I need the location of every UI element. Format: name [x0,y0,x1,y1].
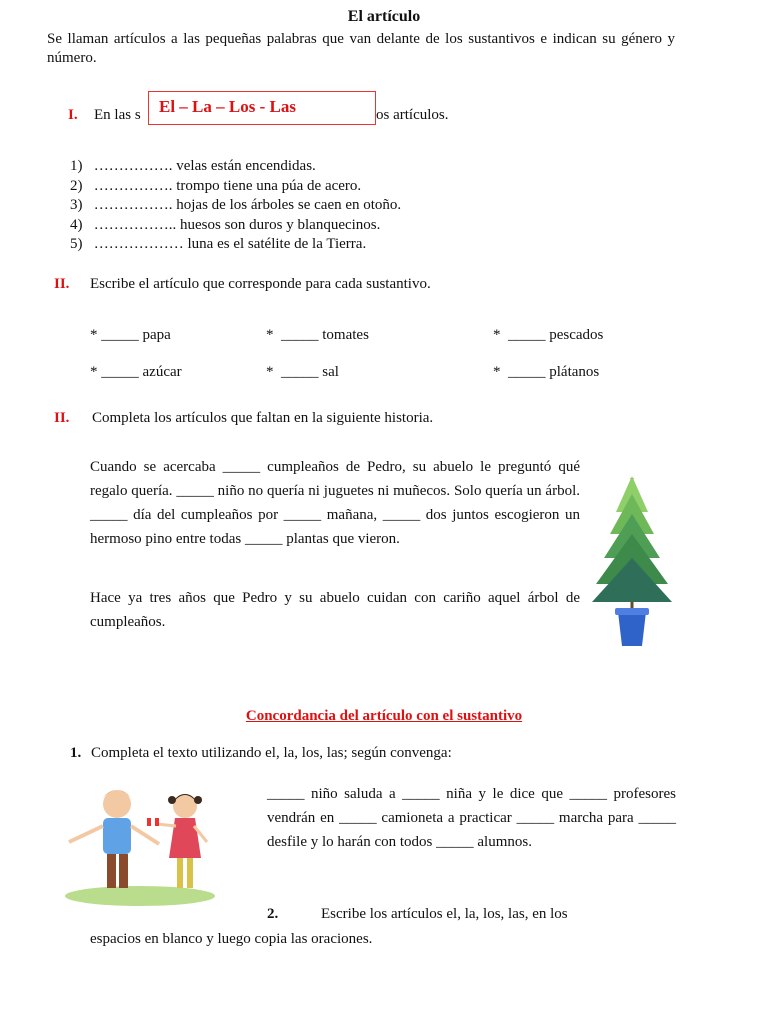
exercise-2-number: 2. [267,906,279,922]
section-3-numeral: II. [54,410,70,426]
story-paragraph-1: Cuando se acercaba _____ cumpleaños de Pedro, su abuelo le preguntó qué regalo quería. _____ niño no quería ni juguetes ni muñecos. Solo quería un árbol. _____ día del cumpleaños por _____ mañana, _____ dos juntos escogieron un hermoso pino entre todas _____ plantas que vieron. [90,459,580,547]
pine-tree-image [588,470,678,650]
section-1-numeral: I. [68,107,78,123]
exercise-1-instruction: Completa el texto utilizando el, la, los, las; según convenga: [91,745,452,761]
list-item: 1) ……………. velas están encendidas. [70,158,316,174]
exercise-1-paragraph: _____ niño saluda a _____ niña y le dice que _____ profesores vendrán en _____ camioneta a practicar _____ marcha para _____ desfile y lo harán con todos _____ alumnos. [267,786,676,850]
list-item: 5) ……………… luna es el satélite de la Tierra. [70,236,367,252]
list-item: 3) ……………. hojas de los árboles se caen en otoño. [70,197,402,213]
section-2-instruction: Escribe el artículo que corresponde para cada sustantivo. [90,276,431,292]
exercise-1-number: 1. [70,745,82,761]
exercise-2-instruction: Escribe los artículos el, la, los, las, en los [321,906,568,922]
sentence-list [70,157,401,255]
concordancia-title: Concordancia del artículo con el sustantivo [245,708,523,724]
noun-blank: * _____ tomates [266,327,369,343]
section-3-instruction: Completa los artículos que faltan en la siguiente historia. [92,410,434,426]
list-item: 2) ……………. trompo tiene una púa de acero. [70,177,362,194]
story-paragraph-2: Hace ya tres años que Pedro y su abuelo cuidan con cariño aquel árbol de cumpleaños. [90,590,580,630]
section-1-text-start: En las s [94,107,141,123]
noun-blank: * _____ azúcar [90,364,182,380]
exercise-2-instruction-cont: espacios en blanco y luego copia las oraciones. [90,931,373,947]
list-item: 4) …………….. huesos son duros y blanquecinos. [70,216,381,233]
noun-blank: * _____ papa [90,327,171,343]
noun-blank: * _____ pescados [493,327,604,343]
section-1-text-end: os artículos. [376,107,449,123]
section-2-numeral: II. [54,276,70,292]
intro-text: Se llaman artículos a las pequeñas palabras que van delante de los sustantivos e indican su género y número. [47,31,675,66]
noun-blank: * _____ sal [266,364,339,380]
children-image [55,778,225,908]
noun-blank: * _____ plátanos [493,364,600,380]
page-title: El artículo [347,8,421,25]
articles-box: El – La – Los - Las [148,91,376,125]
